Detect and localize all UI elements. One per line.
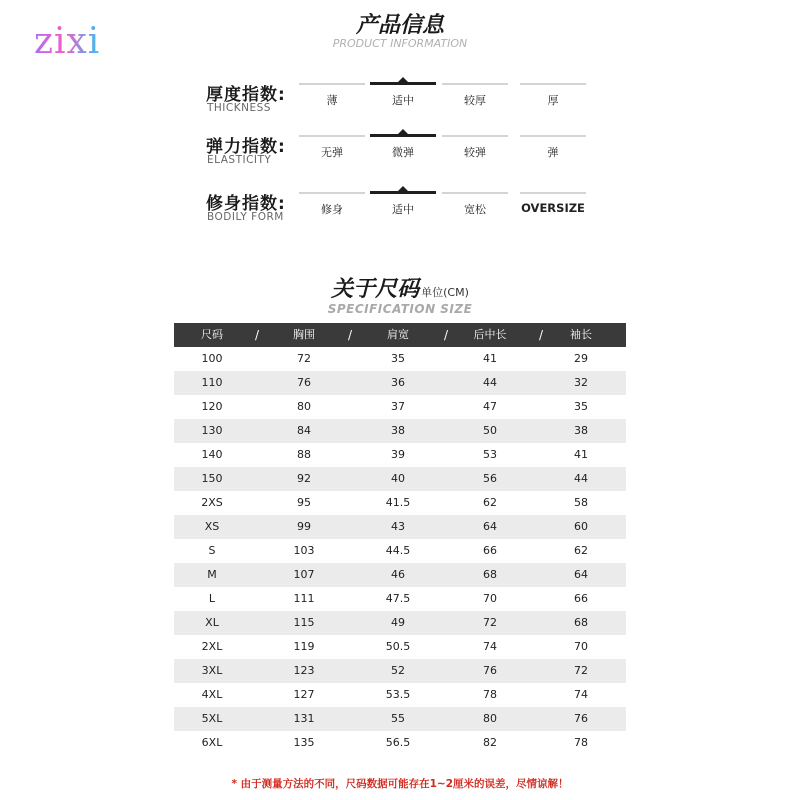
table-cell: 44 [574, 472, 588, 485]
table-cell: 135 [293, 736, 315, 749]
scale-segment-selected [370, 82, 436, 85]
table-cell: 92 [297, 472, 311, 485]
table-cell: 53 [483, 448, 497, 461]
table-cell: 76 [483, 664, 497, 677]
table-row [174, 443, 626, 467]
size-table [174, 323, 626, 755]
table-cell: 130 [201, 424, 223, 437]
table-row [174, 515, 626, 539]
table-cell: 47 [483, 400, 497, 413]
option-label: 无弹 [321, 146, 343, 159]
table-cell: 56 [483, 472, 497, 485]
selected-marker-icon [398, 77, 408, 82]
table-cell: 72 [574, 664, 588, 677]
table-cell: M [207, 568, 217, 581]
table-cell: 55 [391, 712, 405, 725]
table-cell: XL [205, 616, 219, 629]
index-label-cn: 厚度指数: [206, 85, 286, 105]
elasticity-index [0, 132, 800, 172]
table-cell: 41 [574, 448, 588, 461]
option-label: 厚 [547, 94, 559, 107]
header-separator: / [348, 328, 353, 342]
table-cell: 2XL [201, 640, 223, 653]
table-cell: 35 [391, 352, 405, 365]
table-cell: 110 [201, 376, 223, 389]
product-info-subtitle: PRODUCT INFORMATION [332, 37, 468, 50]
table-cell: 52 [391, 664, 405, 677]
size-section-title [0, 272, 800, 303]
bodily-form-index [0, 189, 800, 229]
table-row [174, 563, 626, 587]
scale-segment [299, 135, 365, 137]
table-cell: 140 [201, 448, 223, 461]
option-label: OVERSIZE [521, 201, 585, 215]
size-title-text: 关于尺码 [331, 277, 420, 302]
table-cell: 36 [391, 376, 405, 389]
scale-segment [520, 135, 586, 137]
table-cell: 95 [297, 496, 311, 509]
index-label-cn: 弹力指数: [206, 137, 286, 157]
table-cell: 78 [574, 736, 588, 749]
table-cell: 64 [483, 520, 497, 533]
table-cell: 40 [391, 472, 405, 485]
index-label-en: THICKNESS [207, 102, 271, 114]
table-cell: 100 [201, 352, 223, 365]
table-cell: 123 [293, 664, 315, 677]
table-cell: 4XL [201, 688, 223, 701]
index-label-en: ELASTICITY [207, 154, 272, 166]
table-cell: 29 [574, 352, 588, 365]
table-cell: XS [204, 520, 220, 533]
table-cell: 103 [293, 544, 315, 557]
option-label: 较弹 [464, 146, 486, 159]
table-row [174, 731, 626, 755]
column-header: 胸围 [293, 328, 315, 341]
index-label-cn: 修身指数: [206, 194, 286, 214]
table-cell: L [208, 592, 216, 605]
option-label-selected: 适中 [392, 203, 414, 216]
table-cell: 72 [483, 616, 497, 629]
table-cell: 150 [201, 472, 223, 485]
table-cell: 66 [574, 592, 588, 605]
table-cell: 49 [391, 616, 405, 629]
table-cell: 38 [574, 424, 588, 437]
option-label: 弹 [547, 146, 559, 159]
table-cell: 35 [574, 400, 588, 413]
table-cell: S [208, 544, 216, 557]
table-body [174, 347, 626, 755]
table-cell: 82 [483, 736, 497, 749]
table-cell: 107 [293, 568, 315, 581]
size-section-subtitle: SPECIFICATION SIZE [327, 302, 473, 316]
table-cell: 62 [574, 544, 588, 557]
table-row [174, 491, 626, 515]
product-info-title: 产品信息 [355, 13, 444, 38]
table-row [174, 659, 626, 683]
table-cell: 131 [293, 712, 315, 725]
table-cell: 66 [483, 544, 497, 557]
table-cell: 99 [297, 520, 311, 533]
column-header: 尺码 [201, 328, 223, 341]
table-cell: 41 [483, 352, 497, 365]
option-label: 较厚 [464, 94, 486, 107]
table-cell: 50 [483, 424, 497, 437]
header-separator: / [255, 328, 260, 342]
table-cell: 50.5 [385, 640, 411, 653]
selected-marker-icon [398, 186, 408, 191]
table-cell: 58 [574, 496, 588, 509]
option-label-selected: 微弹 [392, 146, 414, 159]
header-separator: / [444, 328, 449, 342]
table-row [174, 371, 626, 395]
selected-marker-icon [398, 129, 408, 134]
table-cell: 2XS [201, 496, 223, 509]
scale-segment [299, 192, 365, 194]
header-separator: / [539, 328, 544, 342]
table-row [174, 467, 626, 491]
table-cell: 111 [293, 592, 315, 605]
scale-segment [442, 83, 508, 85]
table-cell: 44 [483, 376, 497, 389]
table-cell: 68 [574, 616, 588, 629]
column-header: 袖长 [570, 328, 592, 341]
brand-logo: zixi [34, 21, 101, 62]
table-row [174, 707, 626, 731]
scale-segment [299, 83, 365, 85]
table-cell: 37 [391, 400, 405, 413]
table-cell: 119 [293, 640, 315, 653]
table-cell: 74 [483, 640, 497, 653]
table-cell: 41.5 [385, 496, 411, 509]
option-label-selected: 适中 [392, 94, 414, 107]
unit-label: 单位(CM) [421, 286, 469, 299]
table-cell: 80 [483, 712, 497, 725]
table-cell: 76 [297, 376, 311, 389]
option-label: 宽松 [464, 203, 486, 216]
table-cell: 5XL [201, 712, 223, 725]
table-cell: 53.5 [385, 688, 411, 701]
table-cell: 32 [574, 376, 588, 389]
table-cell: 62 [483, 496, 497, 509]
table-cell: 56.5 [385, 736, 411, 749]
table-cell: 120 [201, 400, 223, 413]
table-row [174, 395, 626, 419]
table-row [174, 419, 626, 443]
table-row [174, 683, 626, 707]
table-row [174, 539, 626, 563]
column-header: 肩宽 [387, 328, 409, 341]
column-header: 后中长 [473, 328, 507, 341]
table-header [174, 323, 626, 347]
table-cell: 76 [574, 712, 588, 725]
table-cell: 70 [574, 640, 588, 653]
table-cell: 60 [574, 520, 588, 533]
table-row [174, 611, 626, 635]
table-cell: 3XL [201, 664, 223, 677]
index-label-en: BODILY FORM [207, 211, 284, 223]
table-row [174, 347, 626, 371]
table-cell: 80 [297, 400, 311, 413]
table-cell: 127 [293, 688, 315, 701]
table-cell: 6XL [201, 736, 223, 749]
option-label: 薄 [326, 94, 338, 107]
table-cell: 115 [293, 616, 315, 629]
table-cell: 47.5 [385, 592, 411, 605]
table-cell: 39 [391, 448, 405, 461]
table-cell: 64 [574, 568, 588, 581]
measurement-note: * 由于测量方法的不同，尺码数据可能存在1~2厘米的误差，尽情谅解！ [231, 778, 569, 790]
table-row [174, 587, 626, 611]
table-cell: 72 [297, 352, 311, 365]
table-cell: 38 [391, 424, 405, 437]
scale-segment [520, 192, 586, 194]
table-cell: 46 [391, 568, 405, 581]
table-cell: 88 [297, 448, 311, 461]
table-cell: 70 [483, 592, 497, 605]
option-label: 修身 [321, 203, 343, 216]
scale-segment [442, 135, 508, 137]
table-cell: 84 [297, 424, 311, 437]
table-cell: 43 [391, 520, 405, 533]
table-row [174, 635, 626, 659]
scale-segment-selected [370, 134, 436, 137]
thickness-index [0, 80, 800, 120]
table-cell: 44.5 [385, 544, 411, 557]
table-cell: 68 [483, 568, 497, 581]
table-cell: 78 [483, 688, 497, 701]
scale-segment-selected [370, 191, 436, 194]
scale-segment [520, 83, 586, 85]
scale-segment [442, 192, 508, 194]
table-cell: 74 [574, 688, 588, 701]
